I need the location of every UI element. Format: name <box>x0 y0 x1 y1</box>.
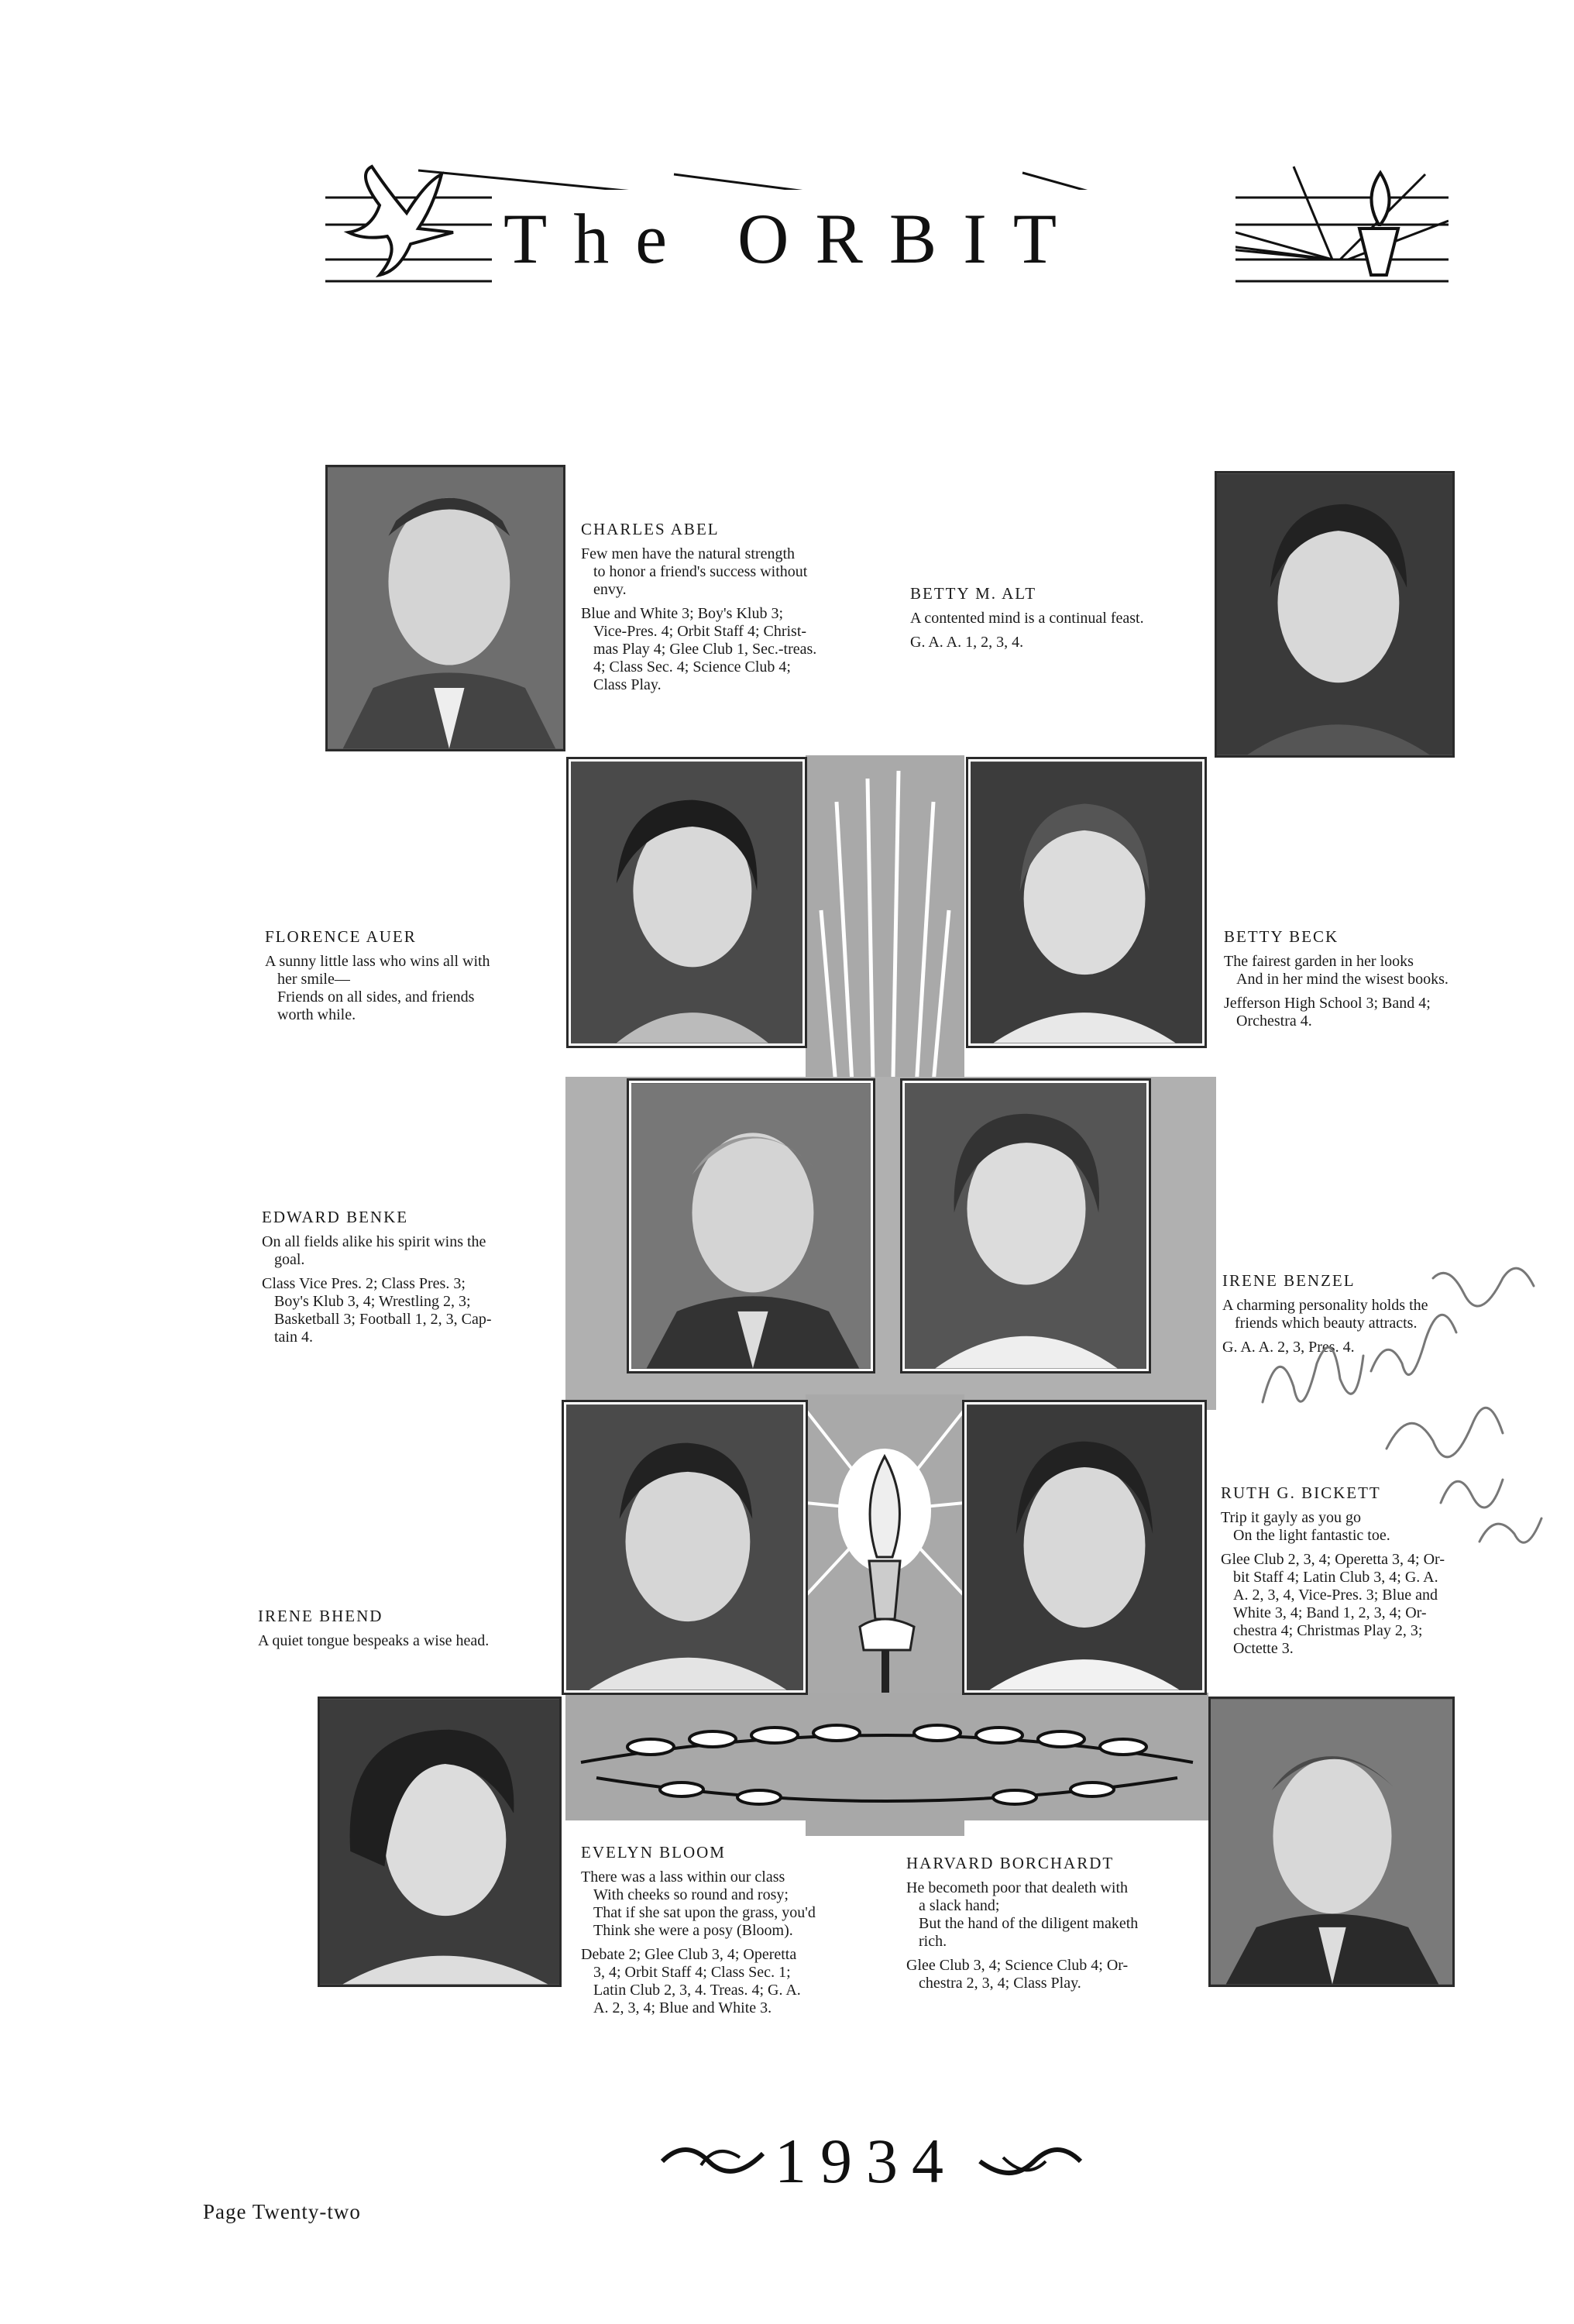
senior-name: IRENE BENZEL <box>1222 1271 1356 1290</box>
senior-name: HARVARD BORCHARDT <box>906 1854 1115 1872</box>
senior-name: EDWARD BENKE <box>262 1208 409 1226</box>
portrait-ruth-bickett <box>964 1402 1205 1693</box>
bio-harvard-borchardt <box>906 1855 1208 1992</box>
bio-betty-alt <box>910 585 1212 651</box>
bio-betty-beck <box>1224 928 1534 1030</box>
senior-name: IRENE BHEND <box>258 1607 383 1625</box>
footer-year-ornament <box>655 2126 1088 2196</box>
senior-quote: Trip it gayly as you go On the light fantastic toe. <box>1221 1509 1390 1544</box>
senior-activities: G. A. A. 1, 2, 3, 4. <box>910 634 1024 651</box>
torch-illustration <box>806 1394 964 1728</box>
senior-activities: Class Vice Pres. 2; Class Pres. 3; Boy's Klub 3, 4; Wrestling 2, 3; Basketball 3; Football 1, 2, 3, Cap- tain 4. <box>262 1275 492 1346</box>
senior-name: RUTH G. BICKETT <box>1221 1483 1381 1502</box>
senior-activities: Glee Club 2, 3, 4; Operetta 3, 4; Or- bit Staff 4; Latin Club 3, 4; G. A. A. 2, 3, 4, Vice-Pres. 3; Blue and White 3, 4; Band 1, 2, 3, 4; Or- chestra 4; Christmas Play 2, 3; Octette 3. <box>1221 1551 1445 1657</box>
senior-quote: A charming personality holds the friends which beauty attracts. <box>1222 1297 1428 1332</box>
portrait-florence-auer <box>569 759 805 1046</box>
portrait-betty-alt <box>1215 471 1455 758</box>
bio-florence-auer <box>265 928 563 1024</box>
portrait-irene-benzel <box>902 1081 1149 1371</box>
senior-activities: Jefferson High School 3; Band 4; Orchestra 4. <box>1224 995 1431 1030</box>
footer-year: 1934 <box>775 2126 957 2196</box>
handwritten-signature <box>1247 1247 1572 1573</box>
header-title: The ORBIT <box>503 199 1084 278</box>
senior-name: CHARLES ABEL <box>581 520 720 538</box>
page-number: Page Twenty-two <box>203 2200 361 2223</box>
senior-quote: There was a lass within our class With cheeks so round and rosy; That if she sat upon the grass, you'd Think she were a posy (Bloom). <box>581 1868 816 1939</box>
portrait-evelyn-bloom <box>318 1697 562 1987</box>
senior-activities: Blue and White 3; Boy's Klub 3; Vice-Pres. 4; Orbit Staff 4; Christ- mas Play 4; Glee Club 1, Sec.-treas. 4; Class Sec. 4; Science Club 4; Class Play. <box>581 605 817 693</box>
bio-evelyn-bloom <box>581 1844 883 2017</box>
senior-quote: The fairest garden in her looks And in her mind the wisest books. <box>1224 953 1449 988</box>
senior-quote: A contented mind is a continual feast. <box>910 610 1144 627</box>
portrait-charles-abel <box>325 465 565 751</box>
senior-name: BETTY M. ALT <box>910 584 1037 603</box>
senior-name: EVELYN BLOOM <box>581 1843 726 1862</box>
senior-quote: He becometh poor that dealeth with a slack hand; But the hand of the diligent maketh rich. <box>906 1879 1139 1950</box>
senior-quote: A sunny little lass who wins all with her smile— Friends on all sides, and friends worth while. <box>265 953 490 1023</box>
senior-activities: G. A. A. 2, 3, Pres. 4. <box>1222 1339 1355 1356</box>
senior-quote: On all fields alike his spirit wins the goal. <box>262 1233 486 1268</box>
senior-name: FLORENCE AUER <box>265 927 417 946</box>
portrait-edward-benke <box>629 1081 873 1371</box>
portrait-betty-beck <box>968 759 1205 1046</box>
bio-edward-benke <box>262 1208 564 1346</box>
laurel-ornament <box>565 1693 1208 1820</box>
orbit-header-banner <box>325 159 1449 290</box>
portrait-harvard-borchardt <box>1208 1697 1455 1987</box>
bio-charles-abel <box>581 521 875 694</box>
senior-quote: Few men have the natural strength to honor a friend's success without envy. <box>581 545 808 598</box>
portrait-irene-bhend <box>564 1402 806 1693</box>
bio-irene-bhend <box>258 1607 560 1650</box>
senior-name: BETTY BECK <box>1224 927 1339 946</box>
senior-activities: Debate 2; Glee Club 3, 4; Operetta 3, 4; Orbit Staff 4; Class Sec. 1; Latin Club 2, 3, 4. Treas. 4; G. A. A. 2, 3, 4; Blue and White 3. <box>581 1946 801 2016</box>
senior-activities: Glee Club 3, 4; Science Club 4; Or- chestra 2, 3, 4; Class Play. <box>906 1957 1129 1992</box>
senior-quote: A quiet tongue bespeaks a wise head. <box>258 1632 490 1649</box>
